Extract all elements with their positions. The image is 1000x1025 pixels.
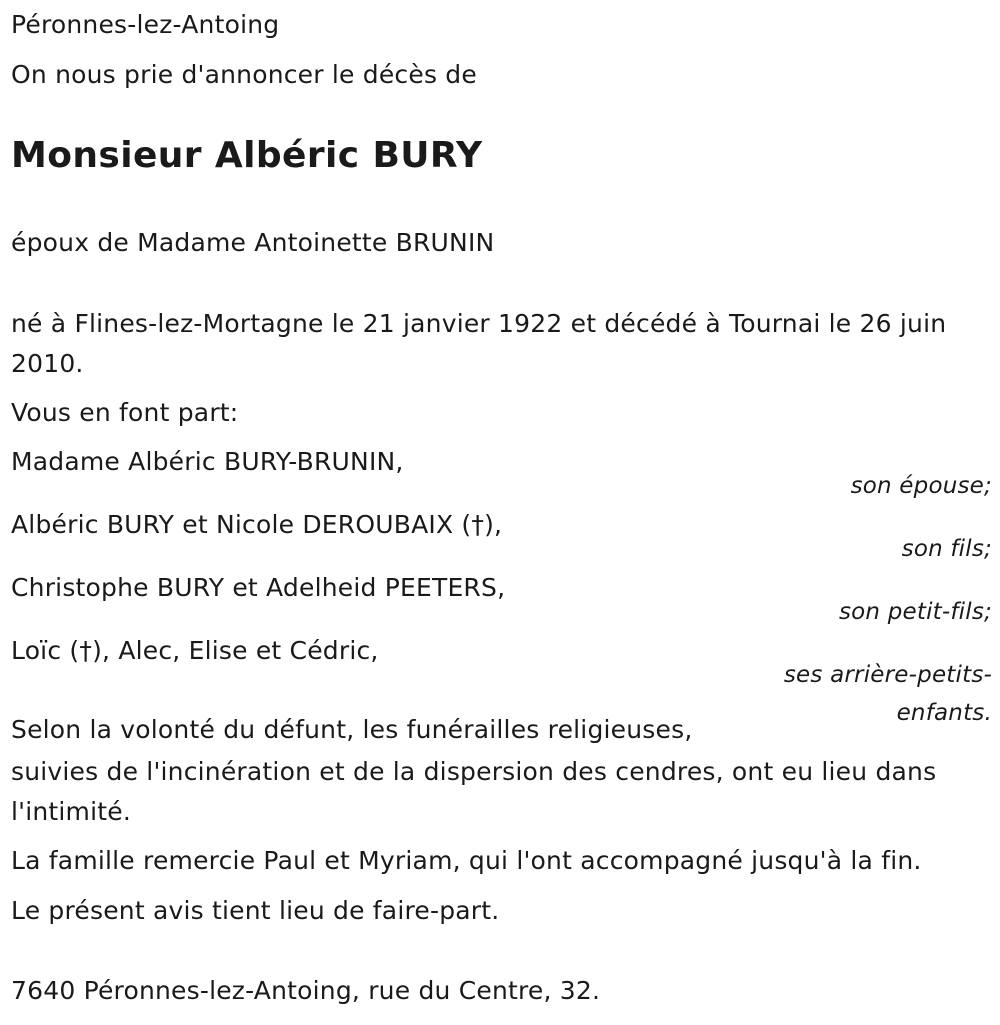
funeral-text: Selon la volonté du défunt, les funérailles religieuses, <box>11 715 693 744</box>
family-member-relation: ses arrière-petits-enfants. <box>783 662 992 726</box>
funeral-text-continued: suivies de l'incinération et de la dispersion des cendres, ont eu lieu dans l'intimité. <box>11 757 937 826</box>
location-text: Péronnes-lez-Antoing <box>11 10 280 39</box>
family-member-relation: son fils; <box>901 536 992 562</box>
notice-text: Le présent avis tient lieu de faire-part. <box>11 896 500 925</box>
family-member-name: Madame Albéric BURY-BRUNIN, <box>11 447 404 476</box>
family-member-name: Albéric BURY et Nicole DEROUBAIX (†), <box>11 510 503 539</box>
address-text: 7640 Péronnes-lez-Antoing, rue du Centre, 32. <box>11 976 601 1005</box>
birth-death-text: né à Flines-lez-Mortagne le 21 janvier 1922 et décédé à Tournai le 26 juin 2010. <box>11 309 947 378</box>
intro-text: On nous prie d'annoncer le décès de <box>11 60 477 89</box>
spouse-line: époux de Madame Antoinette BRUNIN <box>11 228 495 257</box>
family-member-relation: son épouse; <box>850 473 992 499</box>
family-member-name: Christophe BURY et Adelheid PEETERS, <box>11 573 506 602</box>
family-member-relation: son petit-fils; <box>838 599 992 625</box>
deceased-name: Monsieur Albéric BURY <box>11 135 483 176</box>
announce-text: Vous en font part: <box>11 398 239 427</box>
family-member-name: Loïc (†), Alec, Elise et Cédric, <box>11 636 379 665</box>
thanks-text: La famille remercie Paul et Myriam, qui l'ont accompagné jusqu'à la fin. <box>11 846 922 875</box>
